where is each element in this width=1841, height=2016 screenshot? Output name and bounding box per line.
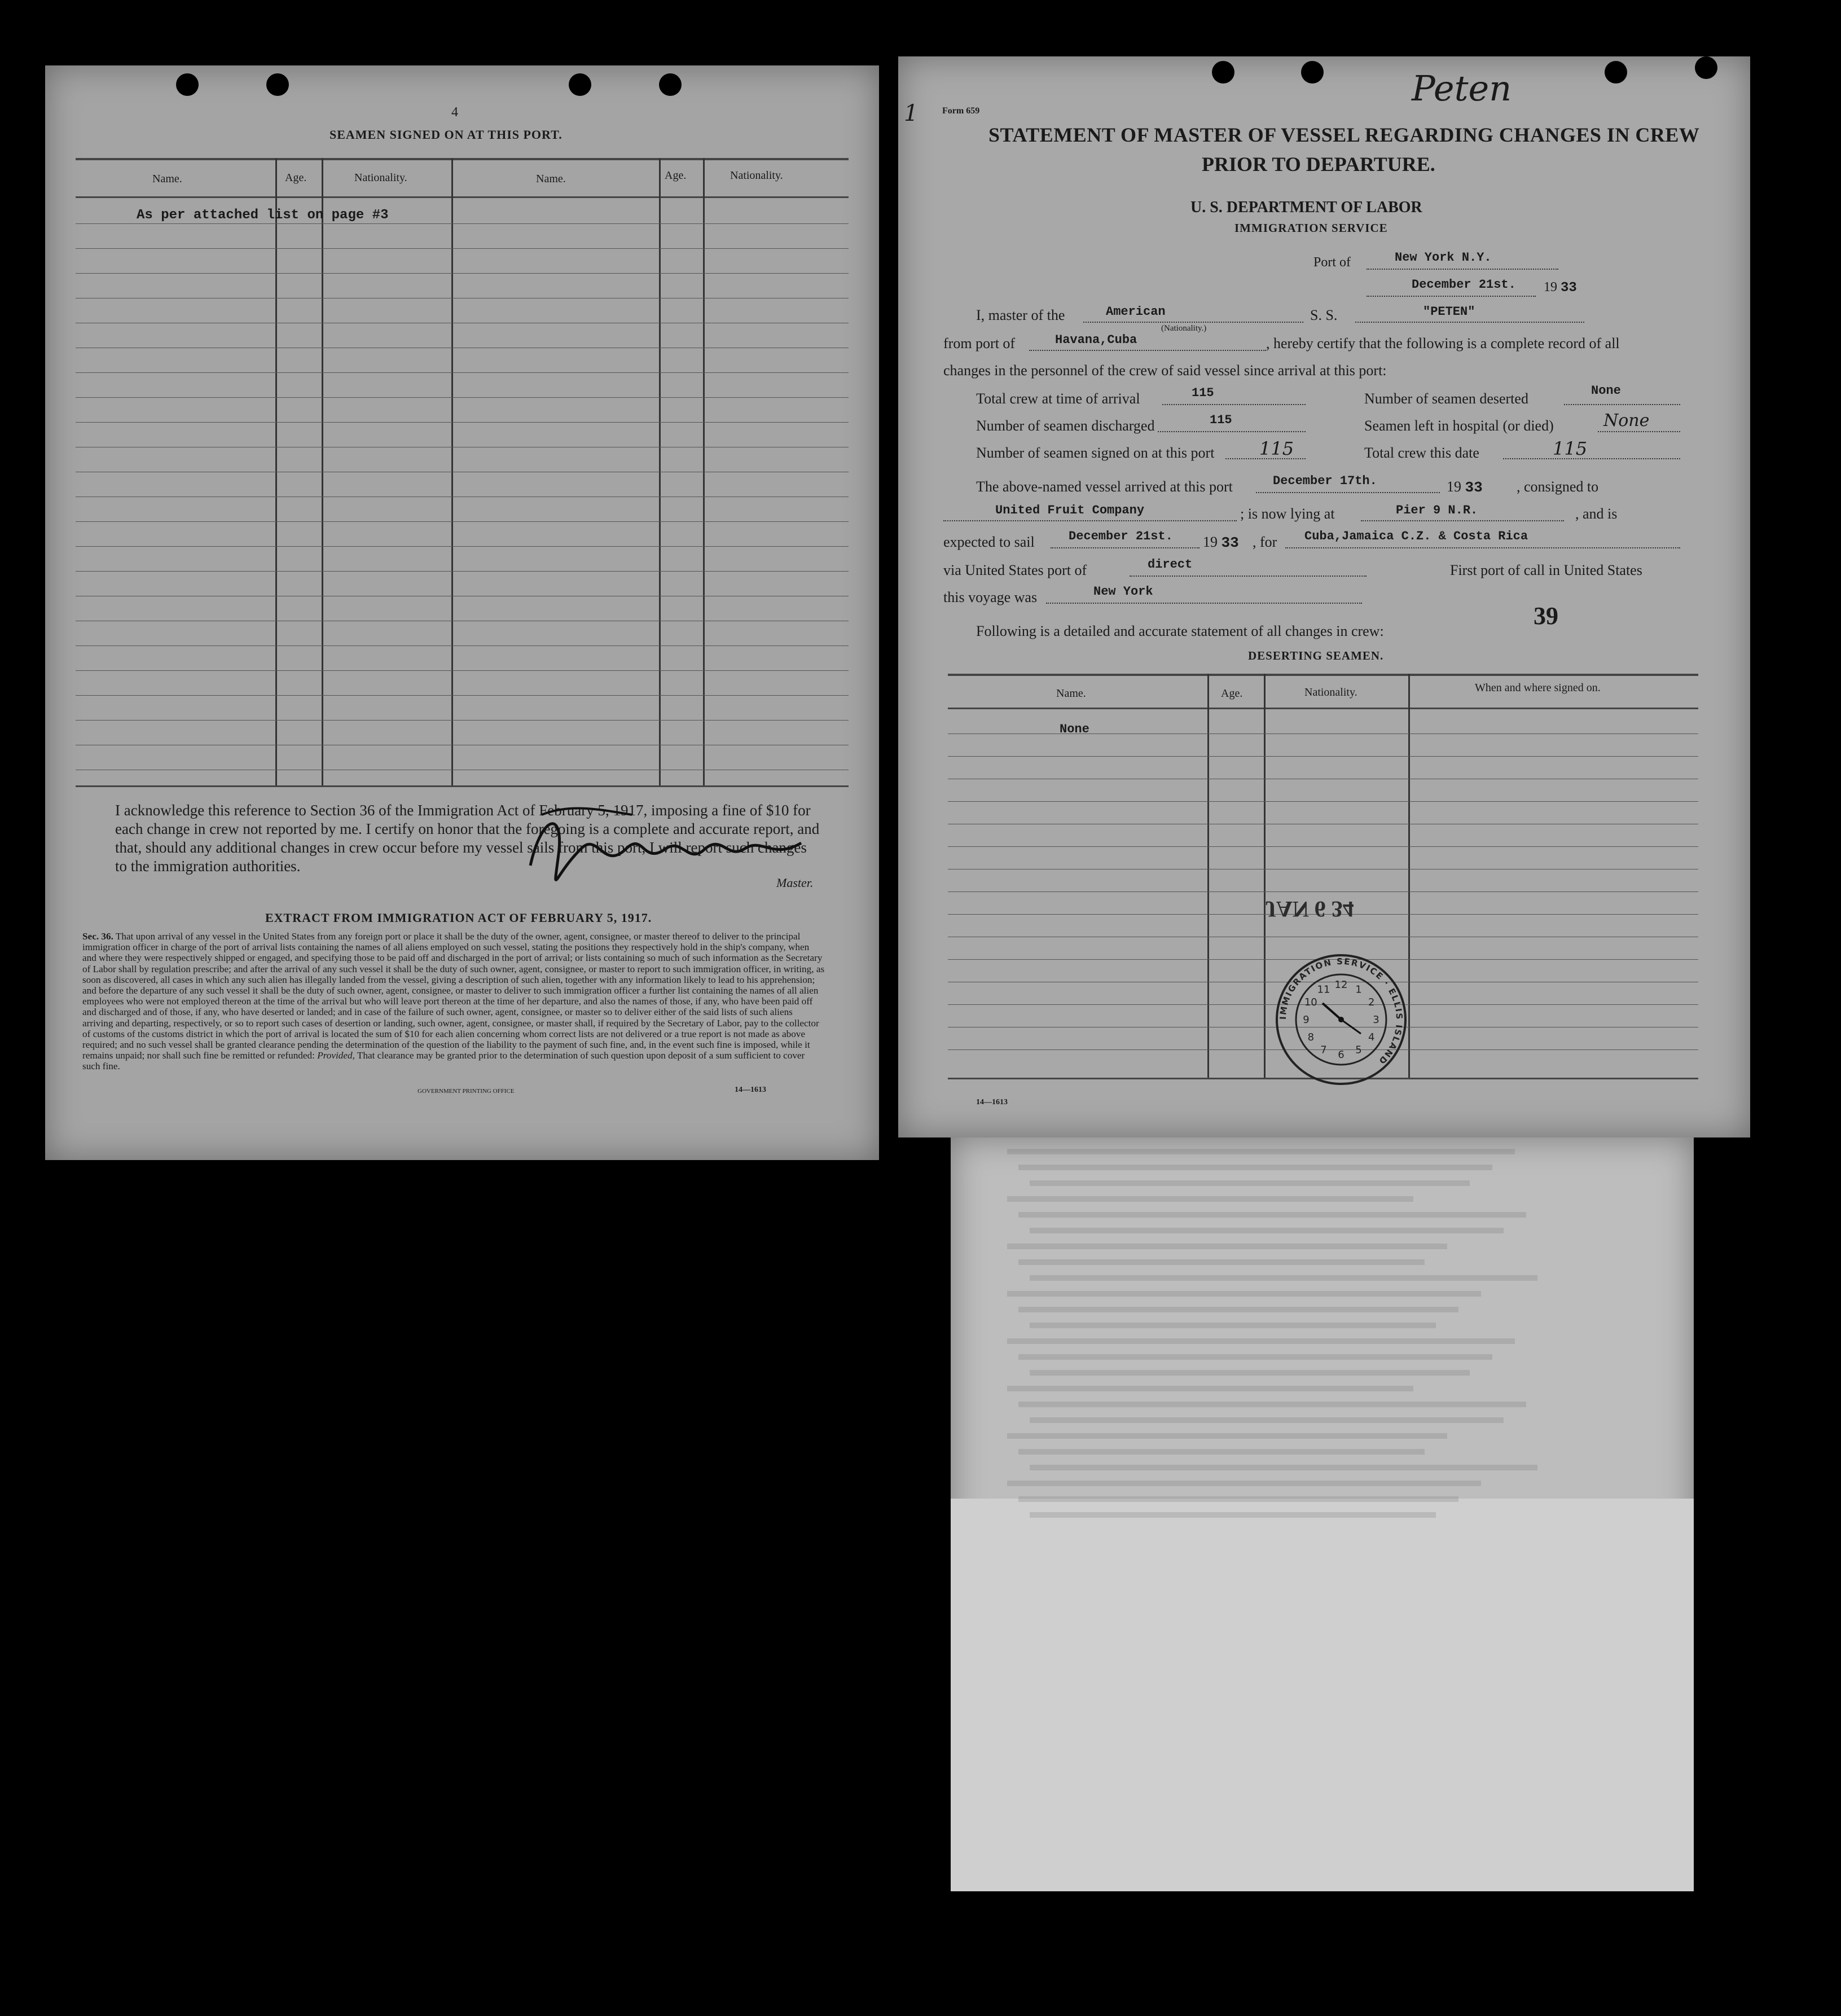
extract-proviso: That clearance may be granted prior to the determination of such question upon deposit of a sum sufficient to cover such fine.: [82, 1050, 805, 1072]
hospital-value: None: [1603, 411, 1650, 431]
extract-sec: Sec. 36.: [82, 931, 113, 942]
form-code: 14—1613: [976, 1098, 1008, 1106]
destination-value: Cuba,Jamaica C.Z. & Costa Rica: [1304, 529, 1528, 543]
from-port-label: from port of: [943, 335, 1016, 352]
faded-row: [1007, 1433, 1447, 1439]
form-label: Form 659: [942, 106, 980, 116]
column-header-name: Name.: [536, 173, 566, 185]
discharged-value: 115: [1210, 413, 1232, 427]
faded-row: [1018, 1354, 1492, 1360]
nationality-caption: (Nationality.): [1161, 324, 1207, 333]
faded-row: [1030, 1275, 1537, 1281]
arrived-year: 19 33: [1447, 478, 1483, 496]
ellis-island-clock-stamp: [1271, 949, 1412, 1090]
faded-row: [1030, 1180, 1470, 1186]
deserting-entry: None: [1060, 722, 1089, 736]
and-is-label: , and is: [1575, 506, 1618, 522]
underlying-crew-list-sheet: [951, 1137, 1694, 1891]
punch-hole: [266, 73, 289, 96]
faded-row: [1030, 1370, 1470, 1376]
clock-number: 12: [1334, 979, 1348, 991]
faded-row: [1018, 1259, 1425, 1265]
master-label: Master.: [776, 876, 814, 890]
faded-row: [1007, 1149, 1515, 1154]
expected-label: expected to sail: [943, 534, 1035, 550]
page-number: 4: [451, 105, 458, 120]
column-header-nationality: Nationality.: [1304, 686, 1357, 699]
table-row-rule: [948, 846, 1698, 847]
extract-text: [82, 931, 825, 1072]
lying-label: ; is now lying at: [1240, 506, 1335, 522]
for-label: , for: [1253, 534, 1277, 550]
via-value: direct: [1148, 557, 1193, 572]
clock-number: 2: [1368, 996, 1375, 1008]
page-count: 39: [1534, 602, 1558, 630]
extract-proviso-lead: Provided,: [317, 1050, 355, 1061]
clock-number: 4: [1368, 1031, 1375, 1043]
following-text: Following is a detailed and accurate statement of all changes in crew:: [976, 623, 1384, 639]
table-row-rule: [76, 546, 849, 547]
column-header-age: Age.: [665, 169, 687, 182]
department-name: U. S. DEPARTMENT OF LABOR: [1190, 199, 1422, 216]
total-date-value: 115: [1553, 438, 1588, 459]
extract-title: EXTRACT FROM IMMIGRATION ACT OF FEBRUARY 5, 1917.: [265, 911, 652, 925]
total-arrival-label: Total crew at time of arrival: [976, 390, 1140, 407]
punch-hole: [569, 73, 591, 96]
total-arrival-value: 115: [1192, 386, 1214, 400]
arrived-value: December 17th.: [1273, 474, 1377, 488]
column-header-signed-on: When and where signed on.: [1475, 682, 1601, 694]
clock-number: 11: [1317, 983, 1330, 996]
total-date-label: Total crew this date: [1364, 445, 1479, 461]
faded-row: [1030, 1417, 1504, 1423]
faded-row: [1018, 1212, 1526, 1218]
port-value: New York N.Y.: [1395, 251, 1492, 265]
port-label: Port of: [1313, 255, 1351, 270]
table-row-rule: [76, 422, 849, 423]
faded-row: [1030, 1512, 1436, 1518]
clock-number: 10: [1304, 996, 1317, 1008]
arrived-label: The above-named vessel arrived at this port: [976, 478, 1233, 495]
consigned-label: , consigned to: [1517, 478, 1599, 495]
certify-text: , hereby certify that the following is a complete record of all: [1266, 335, 1620, 352]
clock-number: 9: [1303, 1014, 1310, 1026]
table-row-rule: [76, 521, 849, 522]
table-row-rule: [76, 273, 849, 274]
table-row-rule: [76, 372, 849, 373]
column-header-age: Age.: [285, 172, 307, 184]
date-value: December 21st.: [1412, 278, 1516, 292]
date-stamp: JAN 6 34: [1265, 897, 1354, 922]
faded-row: [1007, 1196, 1413, 1202]
faded-row: [1007, 1386, 1413, 1391]
stamp-ring-text: IMMIGRATION SERVICE · ELLIS ISLAND: [1277, 956, 1405, 1067]
clock-number: 7: [1320, 1044, 1327, 1056]
consignee-value: United Fruit Company: [995, 503, 1145, 517]
right-page: [898, 56, 1750, 1137]
changes-text: changes in the personnel of the crew of said vessel since arrival at this port:: [943, 362, 1387, 379]
faded-row: [1018, 1496, 1458, 1502]
clock-number: 3: [1373, 1014, 1379, 1026]
service-name: IMMIGRATION SERVICE: [1234, 221, 1388, 235]
clock-number: 6: [1338, 1049, 1344, 1061]
faded-row: [1030, 1323, 1436, 1328]
signed-on-title: SEAMEN SIGNED ON AT THIS PORT.: [329, 128, 563, 142]
extract-body: That upon arrival of any vessel in the United States from any foreign port or place it shall be the duty of the owner, agent, consignee, or master thereof to deliver to the principal immigration officer in charge of the port of arrival lists containing the names of all aliens employed on such vessel, stating the positions they respectively hold in the ship's company, when and where they were respectively shipped or engaged, and specifying those to be paid off and discharged in the port of arrival; or lists containing so much of such information as the Secretary of Labor shall by regulation prescribe; and after the arrival of any such vessel it shall be the duty of such owner, agent, consignee, or master to report to such immigration officer, in writing, as soon as discovered, all cases in which any such alien has illegally landed from the vessel, giving a description of such alien, together with any information likely to lead to his apprehension; and before the departure of any such vessel it shall be the duty of such owner, agent, consignee, or master to deliver to such immigration officer a further list containing the names of all alien employees who were not employed thereon at the time of the arrival but who will leave port thereon at the time of her departure, and also the names of those, if any, who have been paid off and discharged and of those, if any, who have deserted or landed; and in case of the failure of such owner, agent, consignee, or master so to deliver either of the said lists of such aliens arriving and departing, respectively, or so to report such cases of desertion or landing, such owner, agent, consignee, or master shall, if required by the Secretary of Labor, pay to the collector of customs of the customs district in which the port of arrival is located the sum of $10 for each alien concerning whom correct lists are not delivered or a true report is not made as above required; and no such vessel shall be granted clearance pending the determination of the question of the liability to the payment of such fine, and, in the event such fine is imposed, while it remains unpaid; nor shall such fine be remitted or refunded:: [82, 931, 825, 1061]
table-row-rule: [76, 695, 849, 696]
faded-row: [1007, 1338, 1515, 1344]
punch-hole: [1605, 61, 1627, 84]
punch-hole: [659, 73, 682, 96]
column-header-nationality: Nationality.: [354, 172, 407, 184]
column-header-nationality: Nationality.: [730, 169, 783, 182]
printer-line: GOVERNMENT PRINTING OFFICE: [418, 1088, 515, 1095]
signed-on-label: Number of seamen signed on at this port: [976, 445, 1215, 461]
attached-list-entry: As per attached list on page #3: [137, 208, 389, 223]
table-row-rule: [76, 645, 849, 646]
punch-hole: [1301, 61, 1324, 84]
faded-row: [1018, 1307, 1458, 1312]
faded-row: [1007, 1291, 1481, 1297]
punch-hole: [1212, 61, 1234, 84]
faded-row: [1007, 1244, 1447, 1249]
faded-row: [1018, 1402, 1526, 1407]
signed-on-value: 115: [1259, 438, 1294, 459]
punch-hole: [1695, 56, 1717, 79]
sail-year: 19 33: [1203, 534, 1239, 551]
deserted-label: Number of seamen deserted: [1364, 390, 1528, 407]
deserting-title: DESERTING SEAMEN.: [1248, 649, 1384, 662]
handwritten-mark: 1: [904, 100, 919, 126]
voyage-label: this voyage was: [943, 589, 1038, 605]
punch-hole: [176, 73, 199, 96]
sail-value: December 21st.: [1069, 529, 1173, 543]
ss-label: S. S.: [1310, 307, 1338, 323]
handwritten-ship-name: Peten: [1412, 68, 1512, 109]
column-header-age: Age.: [1221, 687, 1243, 700]
faded-row: [1018, 1165, 1492, 1170]
faded-row: [1007, 1481, 1481, 1486]
left-page: [45, 65, 879, 1160]
master-of-label: I, master of the: [976, 307, 1065, 323]
statement-subtitle: PRIOR TO DEPARTURE.: [1202, 153, 1435, 175]
table-row-rule: [948, 801, 1698, 802]
statement-title: STATEMENT OF MASTER OF VESSEL REGARDING CHANGES IN CREW: [988, 124, 1700, 146]
acknowledgement-text: I acknowledge this reference to Section 36 of the Immigration Act of February 5, 1917, imposing a fine of $10 for each change in crew not reported by me. I certify on honor that the foregoing is a complete and accurate report, and that, should any additional changes in crew occur before my vessel sails from this port, I will report such changes to the immigration authorities.: [115, 802, 820, 875]
voyage-value: New York: [1093, 585, 1153, 599]
clock-number: 5: [1355, 1044, 1362, 1056]
column-header-name: Name.: [1056, 687, 1086, 700]
clock-number: 8: [1307, 1031, 1315, 1043]
discharged-label: Number of seamen discharged: [976, 418, 1155, 434]
deserted-value: None: [1591, 384, 1621, 398]
table-row-rule: [76, 670, 849, 671]
ship-name-value: "PETEN": [1423, 305, 1475, 319]
lying-value: Pier 9 N.R.: [1396, 503, 1478, 517]
faded-row: [1030, 1465, 1537, 1470]
form-code: 14—1613: [735, 1086, 766, 1094]
column-header-name: Name.: [152, 173, 182, 185]
master-signature: [519, 781, 835, 888]
faded-row: [1018, 1449, 1425, 1455]
clock-number: 1: [1355, 983, 1362, 996]
faded-row: [1030, 1228, 1504, 1233]
table-row-rule: [76, 720, 849, 721]
table-row-rule: [76, 248, 849, 249]
hospital-label: Seamen left in hospital (or died): [1364, 418, 1554, 434]
from-port-value: Havana,Cuba: [1055, 333, 1137, 347]
table-row-rule: [948, 891, 1698, 892]
date-year-prefix: 19 33: [1544, 280, 1577, 296]
via-label: via United States port of: [943, 562, 1087, 578]
nationality-value: American: [1106, 305, 1166, 319]
table-row-rule: [76, 223, 849, 224]
first-call-label: First port of call in United States: [1450, 562, 1642, 578]
table-row-rule: [948, 756, 1698, 757]
table-row-rule: [76, 571, 849, 572]
table-row-rule: [76, 397, 849, 398]
